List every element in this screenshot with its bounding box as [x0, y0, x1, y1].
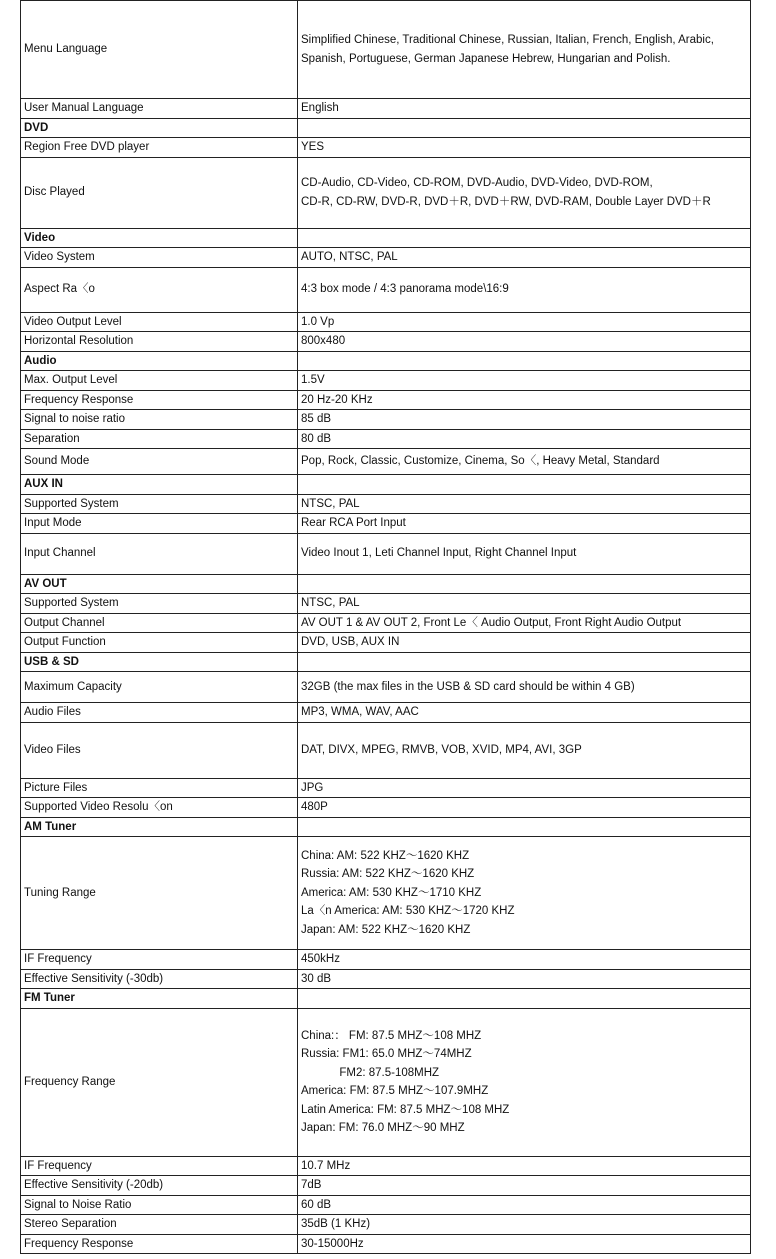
spec-row [21, 1, 751, 99]
spec-label: Supported Video Resolu〈on [21, 798, 298, 818]
spec-label: IF Frequency [21, 1156, 298, 1176]
spec-label: Menu Language [21, 1, 298, 99]
spec-row [21, 969, 751, 989]
section-empty-cell [298, 351, 751, 371]
spec-row [21, 390, 751, 410]
section-header-row [21, 118, 751, 138]
spec-label: Signal to Noise Ratio [21, 1195, 298, 1215]
section-empty-cell [298, 475, 751, 495]
spec-label: Input Channel [21, 533, 298, 574]
spec-value: 35dB (1 KHz) [298, 1215, 751, 1235]
spec-row [21, 1234, 751, 1254]
section-header-row [21, 817, 751, 837]
spec-value: CD-Audio, CD-Video, CD-ROM, DVD-Audio, DVD-Video, DVD-ROM, CD-R, CD-RW, DVD-R, DVD＋R, DVD＋RW, DVD-RAM, Double Layer DVD＋R [298, 157, 751, 228]
spec-row [21, 778, 751, 798]
spec-label: Effective Sensitivity (-30db) [21, 969, 298, 989]
spec-row [21, 1176, 751, 1196]
spec-value: AUTO, NTSC, PAL [298, 248, 751, 268]
spec-value: JPG [298, 778, 751, 798]
spec-value: 7dB [298, 1176, 751, 1196]
section-empty-cell [298, 228, 751, 248]
section-header-row [21, 989, 751, 1009]
spec-row [21, 248, 751, 268]
spec-value: Rear RCA Port Input [298, 514, 751, 534]
section-header-row [21, 652, 751, 672]
spec-value: Video Inout 1, Leti Channel Input, Right Channel Input [298, 533, 751, 574]
spec-value: 32GB (the max files in the USB & SD card should be within 4 GB) [298, 672, 751, 703]
section-title: USB & SD [21, 652, 298, 672]
spec-row [21, 633, 751, 653]
section-empty-cell [298, 118, 751, 138]
spec-value: 1.0 Vp [298, 312, 751, 332]
spec-value: China: AM: 522 KHZ～1620 KHZ Russia: AM: 522 KHZ～1620 KHZ America: AM: 530 KHZ～1710 KHZ La〈n America: AM: 530 KHZ～1720 KHZ Japan: AM: 522 KHZ～1620 KHZ [298, 837, 751, 950]
spec-row [21, 267, 751, 312]
spec-row [21, 594, 751, 614]
section-header-row [21, 351, 751, 371]
spec-label: Disc Played [21, 157, 298, 228]
spec-value: 10.7 MHz [298, 1156, 751, 1176]
spec-value: Simplified Chinese, Traditional Chinese, Russian, Italian, French, English, Arabic, Spanish, Portuguese, German Japanese Hebrew, Hungarian and Polish. [298, 1, 751, 99]
spec-value: 450kHz [298, 950, 751, 970]
spec-label: User Manual Language [21, 99, 298, 119]
spec-label: Region Free DVD player [21, 138, 298, 158]
spec-label: Frequency Range [21, 1008, 298, 1156]
section-title: DVD [21, 118, 298, 138]
spec-value: 800x480 [298, 332, 751, 352]
spec-value: 30 dB [298, 969, 751, 989]
spec-label: Input Mode [21, 514, 298, 534]
spec-label: Output Function [21, 633, 298, 653]
spec-value: English [298, 99, 751, 119]
spec-label: Aspect Ra〈o [21, 267, 298, 312]
spec-value: 1.5V [298, 371, 751, 391]
spec-row [21, 950, 751, 970]
spec-row [21, 672, 751, 703]
spec-value: 30-15000Hz [298, 1234, 751, 1254]
section-title: Audio [21, 351, 298, 371]
spec-row [21, 449, 751, 475]
spec-label: Supported System [21, 594, 298, 614]
section-empty-cell [298, 652, 751, 672]
spec-row [21, 1215, 751, 1235]
spec-row [21, 722, 751, 778]
spec-label: Picture Files [21, 778, 298, 798]
spec-row [21, 533, 751, 574]
spec-label: Stereo Separation [21, 1215, 298, 1235]
spec-row [21, 1195, 751, 1215]
section-empty-cell [298, 989, 751, 1009]
spec-label: Effective Sensitivity (-20db) [21, 1176, 298, 1196]
spec-label: Video Files [21, 722, 298, 778]
spec-row [21, 157, 751, 228]
spec-value: NTSC, PAL [298, 494, 751, 514]
spec-row [21, 429, 751, 449]
spec-label: Signal to noise ratio [21, 410, 298, 430]
spec-row [21, 613, 751, 633]
spec-row [21, 410, 751, 430]
spec-row [21, 312, 751, 332]
spec-label: Audio Files [21, 703, 298, 723]
spec-row [21, 514, 751, 534]
spec-label: Video Output Level [21, 312, 298, 332]
section-header-row [21, 574, 751, 594]
spec-value: Pop, Rock, Classic, Customize, Cinema, So〈, Heavy Metal, Standard [298, 449, 751, 475]
spec-row [21, 1156, 751, 1176]
spec-value: DVD, USB, AUX IN [298, 633, 751, 653]
spec-value: YES [298, 138, 751, 158]
spec-value: 480P [298, 798, 751, 818]
spec-value: MP3, WMA, WAV, AAC [298, 703, 751, 723]
spec-value: 80 dB [298, 429, 751, 449]
spec-value: 4:3 box mode / 4:3 panorama mode\16:9 [298, 267, 751, 312]
spec-value: DAT, DIVX, MPEG, RMVB, VOB, XVID, MP4, AVI, 3GP [298, 722, 751, 778]
spec-row [21, 371, 751, 391]
spec-label: Frequency Response [21, 1234, 298, 1254]
spec-label: Separation [21, 429, 298, 449]
spec-value: 60 dB [298, 1195, 751, 1215]
spec-row [21, 494, 751, 514]
spec-label: Maximum Capacity [21, 672, 298, 703]
spec-label: Video System [21, 248, 298, 268]
spec-label: Supported System [21, 494, 298, 514]
section-title: Video [21, 228, 298, 248]
section-empty-cell [298, 574, 751, 594]
spec-value: 20 Hz-20 KHz [298, 390, 751, 410]
spec-row [21, 1008, 751, 1156]
spec-label: Horizontal Resolution [21, 332, 298, 352]
spec-row [21, 837, 751, 950]
spec-table [20, 0, 751, 1254]
spec-value: China:： FM: 87.5 MHZ～108 MHZ Russia: FM1: 65.0 MHZ～74MHZ FM2: 87.5-108MHZ America: FM: 87.5 MHZ～107.9MHZ Latin America: FM: 87.5 MHZ～108 MHZ Japan: FM: 76.0 MHZ～90 MHZ [298, 1008, 751, 1156]
section-title: AV OUT [21, 574, 298, 594]
spec-label: Max. Output Level [21, 371, 298, 391]
spec-row [21, 332, 751, 352]
spec-label: Tuning Range [21, 837, 298, 950]
spec-value: 85 dB [298, 410, 751, 430]
spec-label: IF Frequency [21, 950, 298, 970]
spec-label: Frequency Response [21, 390, 298, 410]
section-title: FM Tuner [21, 989, 298, 1009]
spec-value: AV OUT 1 & AV OUT 2, Front Le〈 Audio Output, Front Right Audio Output [298, 613, 751, 633]
spec-row [21, 703, 751, 723]
section-title: AM Tuner [21, 817, 298, 837]
section-empty-cell [298, 817, 751, 837]
spec-label: Output Channel [21, 613, 298, 633]
spec-row [21, 138, 751, 158]
section-title: AUX IN [21, 475, 298, 495]
section-header-row [21, 228, 751, 248]
spec-row [21, 99, 751, 119]
spec-value: NTSC, PAL [298, 594, 751, 614]
spec-label: Sound Mode [21, 449, 298, 475]
section-header-row [21, 475, 751, 495]
spec-row [21, 798, 751, 818]
